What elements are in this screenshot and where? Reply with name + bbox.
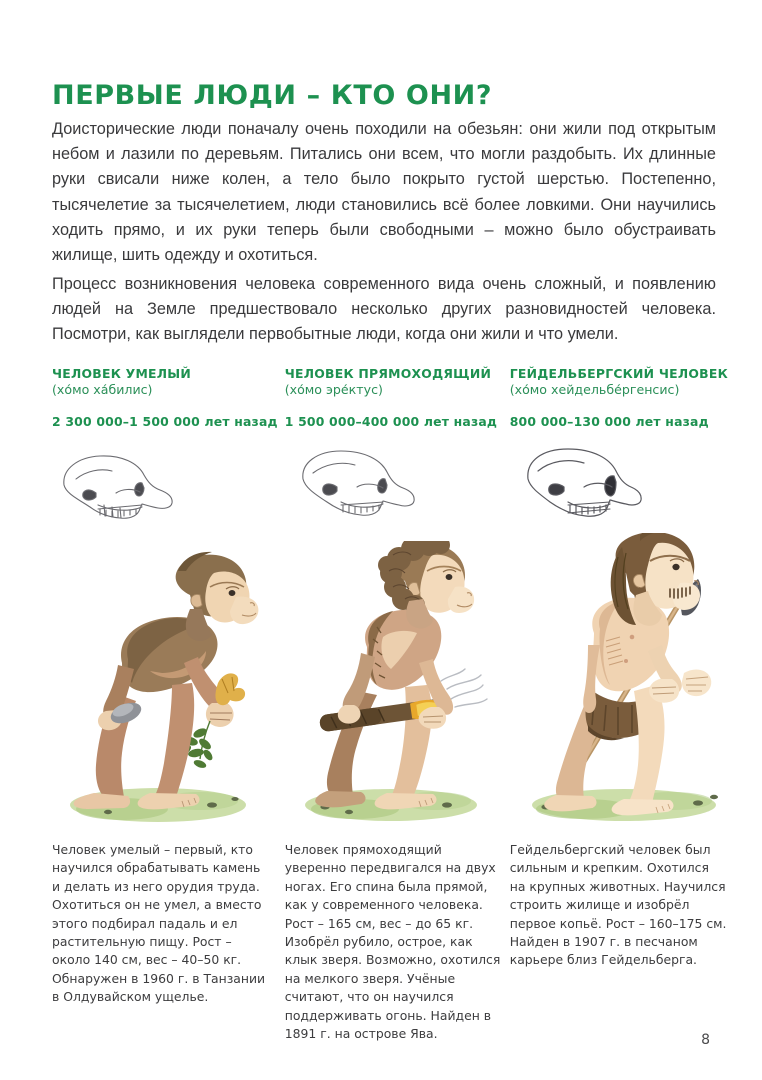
species-name-habilis: ЧЕЛОВЕК УМЕЛЫЙ [52,366,191,381]
figure-heidelbergensis-icon [514,533,739,828]
intro-paragraph-2 [52,272,716,348]
skull-habilis-icon [56,449,206,529]
skull-illustration-heidelbergensis-wrap [510,441,728,533]
intro-paragraph-1-text: Доисторические люди поначалу очень походили на обезьян: они жили под открытым небом и лазили по деревьям. Питались они всем, что могли раздобыть. Их длинные руки свисали ниже колен, а тело было покрыто густой шерстью. Постепенно, тысячелетие за тысячелетием, люди становились всё более ловкими. Они научились ходить прямо, и их руки теперь были свободными – можно было обустраивать жилище, шить одежду и охотиться. [52,120,716,265]
skull-erectus-icon [295,445,445,525]
intro-paragraph-1 [52,117,716,268]
page-title: ПЕРВЫЕ ЛЮДИ – КТО ОНИ? [52,80,493,112]
species-caption-heidelbergensis: Гейдельбергский человек был сильным и крепким. Охотился на крупных животных. Научился строить жилище и изобрёл первое копьё. Рост – 160–175 см. Найден в 1907 г. в песчаном карьере близ Гейдельберга. [509,842,727,968]
species-caption-habilis: Человек умелый – первый, кто научился обрабатывать камень и делать из него орудия труда. Охотиться он не умел, а вместо этого подбирал падаль и ел растительную пищу. Рост – около 140 см, вес – 40–50 кг. Обнаружен в 1960 г. в Танзании в Олдувайском ущелье. [52,842,266,1005]
figure-erectus-icon [291,541,511,831]
figure-illustration-heidelbergensis-wrap [510,535,728,835]
skull-illustration-erectus-wrap [285,441,503,533]
species-dates-heidelbergensis: 800 000–130 000 лет назад [509,414,709,429]
species-dates-erectus: 1 500 000–400 000 лет назад [284,414,498,429]
page-number: 8 [701,1032,710,1048]
species-column-erectus [285,366,503,1043]
species-name-heidelbergensis: ГЕЙДЕЛЬБЕРГСКИЙ ЧЕЛОВЕК [509,366,728,381]
species-name-erectus: ЧЕЛОВЕК ПРЯМОХОДЯЩИЙ [284,366,492,381]
species-caption-erectus: Человек прямоходящий уверенно передвигался на двух ногах. Его спина была прямой, как у современного человека. Рост – 165 см, вес – до 65 кг. Изобрёл рубило, острое, как клык зверя. Возможно, охотился на мелкого зверя. Учёные считают, что он научился поддерживать огонь. Найден в 1891 г. на острове Ява. [284,842,501,1042]
species-dates-habilis: 2 300 000–1 500 000 лет назад [52,414,278,429]
figure-habilis-icon [50,543,275,833]
species-columns [52,366,728,1043]
species-latin-heidelbergensis: (хо́мо хейдельбе́ргенсис) [509,382,680,397]
figure-illustration-habilis-wrap [52,535,278,835]
species-column-heidelbergensis [510,366,728,1043]
species-column-habilis [52,366,278,1043]
figure-illustration-erectus-wrap [285,535,503,835]
species-latin-erectus: (хо́мо эре́ктус) [284,382,383,397]
intro-paragraph-2-text: Процесс возникновения человека современного вида очень сложный, и появлению людей на Земле предшествовало несколько других разновидностей человека. Посмотри, как выглядели первобытные люди, когда они жили и что умели. [52,275,716,344]
species-latin-habilis: (хо́мо ха́билис) [52,382,153,397]
skull-illustration-habilis-wrap [52,441,278,533]
skull-heidelbergensis-icon [518,443,668,529]
